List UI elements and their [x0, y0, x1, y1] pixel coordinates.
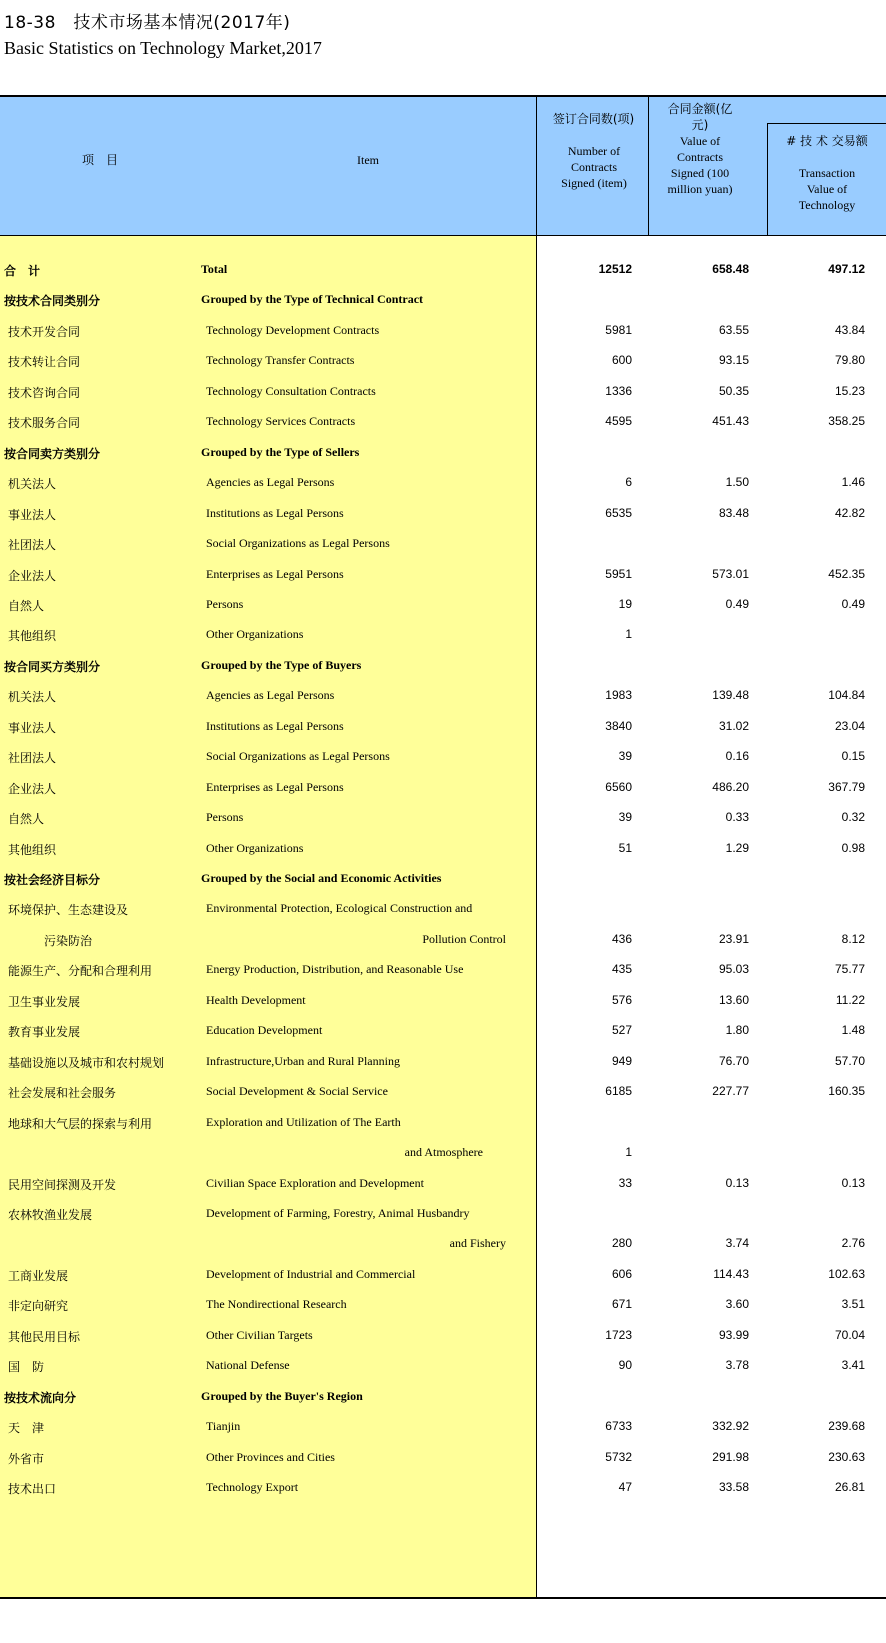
contract-value-cell: 93.99	[718, 1327, 749, 1342]
contracts-count-cell: 33	[618, 1175, 632, 1190]
contracts-count-cell: 1983	[605, 688, 632, 703]
contracts-count-cell: 671	[611, 1297, 632, 1312]
item-name-en: Infrastructure,Urban and Rural Planning	[206, 1053, 400, 1068]
item-name-en: The Nondirectional Research	[206, 1297, 347, 1312]
header-col3-en: Transaction Value of Technology	[798, 166, 856, 212]
table-row	[0, 316, 886, 344]
item-name-en: Enterprises as Legal Persons	[206, 779, 344, 794]
item-name-cn: 环境保护、生态建设及	[8, 903, 129, 918]
contracts-count-cell: 1336	[605, 383, 632, 398]
item-name-en: and Atmosphere	[404, 1145, 483, 1160]
item-name-en: Tianjin	[206, 1419, 241, 1434]
item-name-cn: 工商业发展	[8, 1268, 69, 1283]
table-row	[0, 773, 886, 801]
table-row	[0, 681, 886, 709]
contract-value-cell: 1.29	[725, 840, 749, 855]
item-name-en: Social Organizations as Legal Persons	[206, 749, 390, 764]
transaction-value-cell: 26.81	[834, 1480, 865, 1494]
item-name-en: Technology Services Contracts	[206, 414, 356, 429]
table-row	[0, 834, 886, 862]
transaction-value-cell: 0.49	[841, 596, 865, 611]
page-title-english: Basic Statistics on Technology Market,2017	[4, 38, 322, 58]
table-row	[0, 255, 886, 283]
item-name-cn: 污染防治	[44, 933, 93, 948]
contracts-count-cell: 5981	[605, 322, 632, 337]
item-name-cn: 其他组织	[8, 629, 57, 644]
contract-value-cell: 451.43	[712, 414, 749, 429]
item-name-cn: 按合同卖方类别分	[4, 446, 101, 461]
contract-value-cell: 486.20	[712, 779, 749, 794]
contract-value-cell: 227.77	[712, 1084, 749, 1099]
item-name-en: Persons	[206, 810, 244, 825]
contract-value-cell: 63.55	[718, 322, 749, 337]
item-name-en: Technology Export	[206, 1480, 299, 1494]
contracts-count-cell: 39	[618, 810, 632, 825]
table-row	[0, 346, 886, 374]
item-name-cn: 机关法人	[8, 690, 57, 705]
item-name-cn: 农林牧渔业发展	[8, 1207, 93, 1222]
table-row	[0, 438, 886, 466]
item-name-cn: 卫生事业发展	[8, 994, 81, 1009]
contracts-count-cell: 949	[611, 1053, 632, 1068]
contract-value-cell: 332.92	[712, 1419, 749, 1434]
table-row	[0, 1412, 886, 1440]
item-name-en: Grouped by the Social and Economic Activities	[201, 871, 442, 885]
item-name-cn: 教育事业发展	[8, 1025, 81, 1040]
contracts-count-cell: 6733	[605, 1419, 632, 1434]
item-name-en: Development of Farming, Forestry, Animal Husbandry	[206, 1205, 470, 1220]
table-row	[0, 377, 886, 405]
contracts-count-cell: 5951	[605, 566, 632, 581]
item-name-en: Grouped by the Type of Technical Contract	[201, 292, 424, 307]
transaction-value-cell: 0.13	[841, 1175, 865, 1190]
table-row	[0, 864, 886, 892]
transaction-value-cell: 42.82	[834, 505, 865, 520]
transaction-value-cell: 0.98	[841, 840, 865, 855]
table-row	[0, 1260, 886, 1288]
item-name-cn: 机关法人	[8, 477, 57, 492]
item-name-cn: 企业法人	[8, 781, 57, 796]
table-row	[0, 742, 886, 770]
table-row	[0, 925, 886, 953]
contract-value-cell: 139.48	[712, 688, 749, 703]
item-name-en: Grouped by the Type of Sellers	[201, 444, 360, 459]
contracts-count-cell: 90	[618, 1358, 632, 1373]
transaction-value-cell: 0.15	[841, 749, 865, 764]
item-name-cn: 事业法人	[8, 720, 57, 735]
contract-value-cell: 31.02	[718, 718, 749, 733]
header-col1-cn: 签订合同数(项)	[552, 112, 635, 126]
table-row	[0, 986, 886, 1014]
contract-value-cell: 1.50	[725, 475, 749, 490]
item-name-cn: 国 防	[8, 1360, 45, 1375]
item-name-cn: 合 计	[4, 264, 41, 278]
transaction-value-cell: 11.22	[835, 992, 865, 1007]
header-subrule	[767, 123, 886, 124]
transaction-value-cell: 358.25	[828, 414, 865, 429]
table-row	[0, 712, 886, 740]
table-row	[0, 1016, 886, 1044]
contracts-count-cell: 527	[611, 1023, 632, 1038]
contracts-count-cell: 39	[618, 749, 632, 764]
contracts-count-cell: 606	[611, 1266, 632, 1281]
contract-value-cell: 93.15	[718, 353, 749, 368]
contracts-count-cell: 4595	[605, 414, 632, 429]
table-row	[0, 1321, 886, 1349]
table-header	[0, 97, 886, 235]
contracts-count-cell: 6	[625, 475, 632, 490]
transaction-value-cell: 43.84	[834, 322, 865, 337]
item-name-en: Other Provinces and Cities	[206, 1449, 335, 1464]
item-name-cn: 民用空间探测及开发	[8, 1177, 117, 1192]
table-row	[0, 620, 886, 648]
transaction-value-cell: 160.35	[828, 1084, 865, 1099]
table-row	[0, 407, 886, 435]
item-name-en: Persons	[206, 596, 244, 611]
contract-value-cell: 13.60	[718, 992, 749, 1007]
item-name-en: Other Organizations	[206, 627, 304, 642]
item-name-en: Grouped by the Type of Buyers	[201, 657, 362, 672]
transaction-value-cell: 367.79	[828, 779, 865, 794]
item-name-cn: 技术出口	[8, 1482, 57, 1496]
item-name-cn: 按社会经济目标分	[4, 873, 101, 887]
table-row	[0, 1290, 886, 1318]
transaction-value-cell: 1.48	[841, 1023, 865, 1038]
contract-value-cell: 573.01	[712, 566, 749, 581]
item-name-cn: 自然人	[8, 812, 45, 827]
contract-value-cell: 0.13	[725, 1175, 749, 1190]
header-divider-1	[648, 97, 649, 235]
contract-value-cell: 23.91	[718, 931, 749, 946]
table-row	[0, 803, 886, 831]
item-name-en: Education Development	[206, 1023, 323, 1038]
table-row	[0, 1351, 886, 1379]
contracts-count-cell: 6560	[605, 779, 632, 794]
contracts-count-cell: 600	[611, 353, 632, 368]
contract-value-cell: 658.48	[712, 262, 749, 276]
item-name-en: Institutions as Legal Persons	[206, 505, 344, 520]
item-name-en: Technology Development Contracts	[206, 322, 380, 337]
item-name-cn: 自然人	[8, 598, 45, 613]
contract-value-cell: 3.78	[725, 1358, 749, 1373]
transaction-value-cell: 23.04	[834, 718, 865, 733]
contracts-count-cell: 435	[611, 962, 632, 977]
item-name-en: Technology Transfer Contracts	[206, 353, 355, 368]
item-name-en: Agencies as Legal Persons	[206, 475, 335, 490]
item-name-cn: 其他民用目标	[8, 1329, 81, 1344]
table-row	[0, 1382, 886, 1410]
item-name-cn: 社团法人	[8, 538, 57, 553]
item-name-cn: 外省市	[8, 1451, 45, 1466]
item-name-cn: 按合同买方类别分	[4, 659, 101, 674]
transaction-value-cell: 239.68	[828, 1419, 865, 1434]
contract-value-cell: 114.43	[713, 1266, 749, 1281]
item-name-en: Health Development	[206, 992, 306, 1007]
item-name-en: Total	[201, 262, 228, 276]
table-row	[0, 1229, 886, 1257]
table-row	[0, 651, 886, 679]
transaction-value-cell: 104.84	[828, 688, 865, 703]
table-row	[0, 1138, 886, 1166]
header-col1-en: Number of Contracts Signed (item)	[561, 144, 627, 190]
item-name-en: and Fishery	[449, 1236, 506, 1251]
table-row	[0, 499, 886, 527]
table-row	[0, 560, 886, 588]
item-name-cn: 事业法人	[8, 507, 57, 522]
contracts-count-cell: 1	[625, 1145, 632, 1160]
item-name-cn: 地球和大气层的探索与利用	[8, 1116, 153, 1131]
item-name-cn: 基础设施以及城市和农村规划	[8, 1055, 165, 1070]
transaction-value-cell: 79.80	[834, 353, 865, 368]
item-name-en: Social Organizations as Legal Persons	[206, 536, 390, 551]
item-name-en: Environmental Protection, Ecological Construction and	[206, 901, 473, 916]
header-item-cn: 项 目	[81, 153, 118, 167]
transaction-value-cell: 75.77	[834, 962, 865, 977]
contract-value-cell: 3.74	[725, 1236, 749, 1251]
table-row	[0, 1199, 886, 1227]
item-name-cn: 技术转让合同	[8, 355, 81, 370]
contracts-count-cell: 280	[611, 1236, 632, 1251]
contracts-count-cell: 6185	[605, 1084, 632, 1099]
contracts-count-cell: 3840	[605, 718, 632, 733]
header-divider-2	[767, 123, 768, 235]
contracts-count-cell: 12512	[598, 262, 632, 276]
table-row	[0, 1077, 886, 1105]
contract-value-cell: 83.48	[718, 505, 749, 520]
item-name-cn: 社会发展和社会服务	[8, 1086, 117, 1101]
table-row	[0, 955, 886, 983]
contracts-count-cell: 6535	[605, 505, 632, 520]
header-col2-en: Value of Contracts Signed (100 million yuan)	[667, 134, 733, 196]
contracts-count-cell: 19	[618, 596, 632, 611]
table-row	[0, 1108, 886, 1136]
contracts-count-cell: 47	[618, 1480, 632, 1494]
table-row	[0, 894, 886, 922]
header-item-en: Item	[357, 153, 379, 167]
contract-value-cell: 3.60	[725, 1297, 749, 1312]
table-bottom-rule	[0, 1597, 886, 1599]
transaction-value-cell: 0.32	[841, 810, 865, 825]
item-name-en: National Defense	[206, 1358, 290, 1373]
contracts-count-cell: 1	[625, 627, 632, 642]
transaction-value-cell: 15.23	[834, 383, 865, 398]
item-name-en: Social Development & Social Service	[206, 1084, 388, 1099]
table-row	[0, 529, 886, 557]
contracts-count-cell: 51	[618, 840, 632, 855]
contracts-count-cell: 1723	[605, 1327, 632, 1342]
item-name-en: Agencies as Legal Persons	[206, 688, 335, 703]
contract-value-cell: 50.35	[718, 383, 749, 398]
item-name-en: Institutions as Legal Persons	[206, 718, 344, 733]
transaction-value-cell: 497.12	[828, 262, 865, 276]
table-row	[0, 590, 886, 618]
transaction-value-cell: 452.35	[828, 566, 865, 581]
contract-value-cell: 95.03	[718, 962, 749, 977]
item-name-cn: 技术服务合同	[8, 416, 81, 431]
transaction-value-cell: 1.46	[841, 475, 865, 490]
item-name-en: Energy Production, Distribution, and Reasonable Use	[206, 962, 464, 977]
contracts-count-cell: 576	[611, 992, 632, 1007]
contract-value-cell: 0.49	[725, 596, 749, 611]
contract-value-cell: 1.80	[725, 1023, 749, 1038]
transaction-value-cell: 70.04	[834, 1327, 865, 1342]
transaction-value-cell: 3.41	[841, 1358, 865, 1373]
table-row	[0, 1047, 886, 1075]
table-row	[0, 468, 886, 496]
item-name-en: Enterprises as Legal Persons	[206, 566, 344, 581]
page-title-chinese: 18-38 技术市场基本情况(2017年)	[4, 13, 291, 33]
item-name-en: Other Organizations	[206, 840, 304, 855]
item-name-en: Exploration and Utilization of The Earth	[206, 1114, 401, 1129]
transaction-value-cell: 230.63	[828, 1449, 865, 1464]
item-name-en: Grouped by the Buyer's Region	[201, 1388, 363, 1403]
transaction-value-cell: 2.76	[841, 1236, 865, 1251]
transaction-value-cell: 57.70	[834, 1053, 865, 1068]
item-name-cn: 天 津	[8, 1421, 45, 1436]
transaction-value-cell: 8.12	[841, 931, 865, 946]
header-col2-cn: 合同金额(亿元)	[667, 102, 733, 132]
item-name-cn: 其他组织	[8, 842, 57, 857]
item-name-cn: 技术开发合同	[8, 324, 81, 339]
contracts-count-cell: 5732	[605, 1449, 632, 1464]
item-name-en: Technology Consultation Contracts	[206, 383, 376, 398]
table-row	[0, 1473, 886, 1501]
item-name-cn: 按技术合同类别分	[4, 294, 101, 309]
table-row	[0, 285, 886, 313]
item-name-cn: 技术咨询合同	[8, 385, 81, 400]
contract-value-cell: 0.16	[725, 749, 749, 764]
item-name-en: Development of Industrial and Commercial	[206, 1266, 416, 1281]
item-name-cn: 非定向研究	[8, 1299, 69, 1314]
table-row	[0, 1169, 886, 1197]
item-name-en: Civilian Space Exploration and Development	[206, 1175, 424, 1190]
item-name-cn: 能源生产、分配和合理利用	[8, 964, 153, 979]
contracts-count-cell: 436	[611, 931, 632, 946]
item-name-en: Pollution Control	[422, 931, 506, 946]
item-name-cn: 按技术流向分	[4, 1390, 77, 1405]
table-row	[0, 1443, 886, 1471]
contract-value-cell: 33.58	[718, 1480, 749, 1494]
header-col3-cn: # 技 术 交易额	[786, 134, 868, 148]
contract-value-cell: 291.98	[712, 1449, 749, 1464]
item-name-cn: 社团法人	[8, 751, 57, 766]
statistics-table	[0, 95, 886, 1643]
contract-value-cell: 0.33	[725, 810, 749, 825]
contract-value-cell: 76.70	[718, 1053, 749, 1068]
item-name-cn: 企业法人	[8, 568, 57, 583]
transaction-value-cell: 3.51	[841, 1297, 865, 1312]
transaction-value-cell: 102.63	[828, 1266, 865, 1281]
item-name-en: Other Civilian Targets	[206, 1327, 313, 1342]
